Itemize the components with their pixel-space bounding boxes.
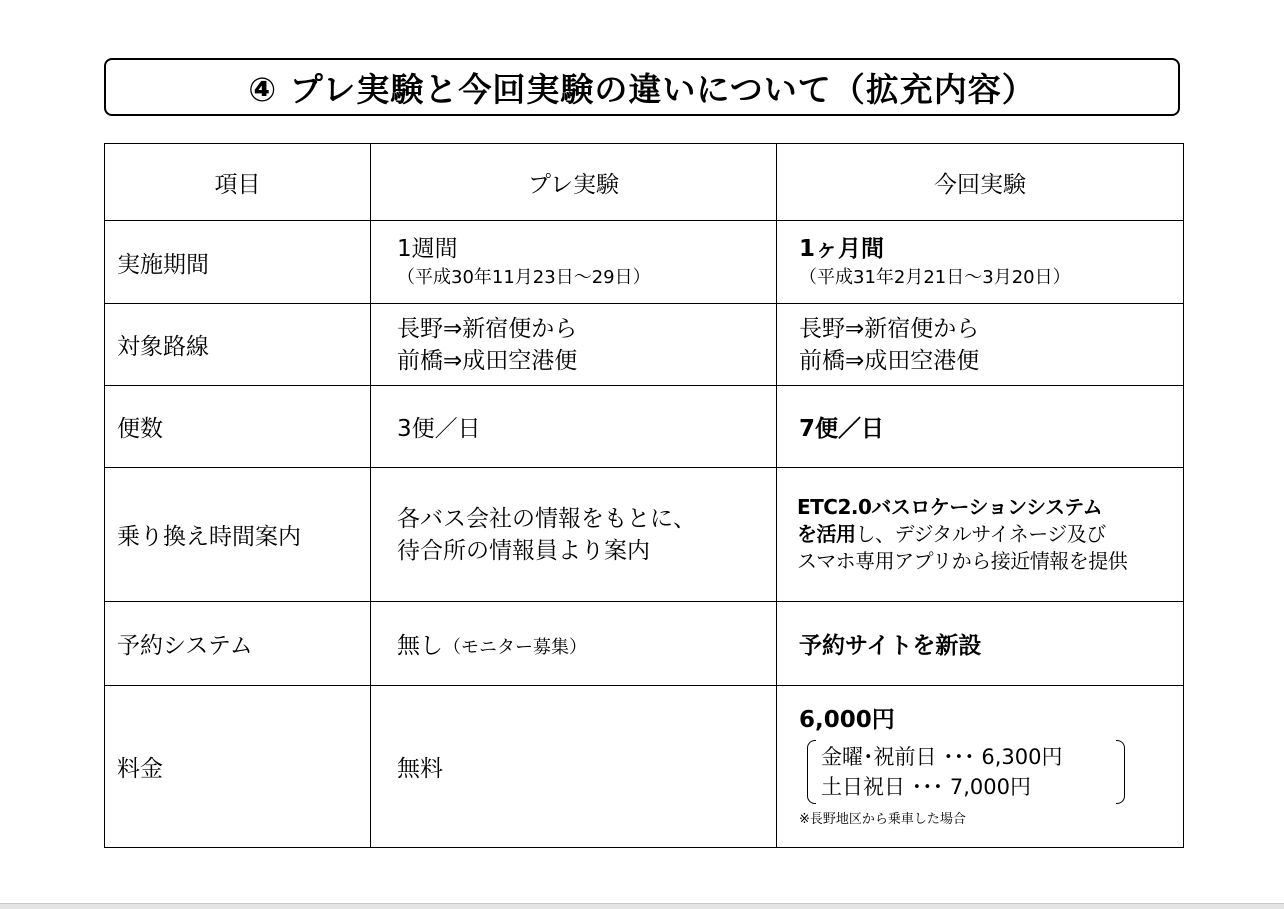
- route-current-line2: 前橋⇒成田空港便: [799, 347, 980, 374]
- comparison-table: [104, 143, 1184, 848]
- row-label-route: 対象路線: [105, 304, 371, 386]
- route-pre-line2: 前橋⇒成田空港便: [397, 347, 578, 374]
- period-current-sub: （平成31年2月21日～3月20日）: [799, 267, 1071, 288]
- row-label-trips: 便数: [105, 386, 371, 468]
- header-item: 項目: [105, 144, 371, 221]
- reservation-pre-main: 無し: [397, 633, 443, 659]
- page-title: ④ プレ実験と今回実験の違いについて（拡充内容）: [248, 69, 1036, 109]
- transfer-current-line2: [797, 521, 1183, 548]
- fare-current-cell: [777, 686, 1184, 848]
- header-pre-experiment: プレ実験: [371, 144, 777, 221]
- trips-pre: 3便／日: [371, 386, 777, 468]
- route-pre-line1: 長野⇒新宿便から: [397, 315, 578, 342]
- reservation-pre-sub: （モニター募集）: [443, 637, 587, 658]
- transfer-current-cell: [777, 468, 1184, 602]
- route-current-line1: 長野⇒新宿便から: [799, 315, 980, 342]
- transfer-current-line2-rest: し、デジタルサイネージ及び: [855, 522, 1106, 546]
- fare-current-main: 6,000円: [799, 706, 895, 733]
- fare-detail-bracket: [807, 740, 1125, 804]
- transfer-current-line2-bold: を活用: [797, 522, 856, 546]
- header-current-experiment: 今回実験: [777, 144, 1184, 221]
- table-row-trips: [105, 386, 1184, 468]
- row-label-reservation: 予約システム: [105, 602, 371, 686]
- page-title-box: [104, 58, 1180, 116]
- table-row-transfer: [105, 468, 1184, 602]
- transfer-current-line3: スマホ専用アプリから接近情報を提供: [797, 549, 1128, 573]
- bottom-scrollbar-edge: [0, 903, 1284, 909]
- fare-detail-friday: 金曜･祝前日 ･･･ 6,300円: [821, 744, 1063, 769]
- row-label-period: 実施期間: [105, 221, 371, 304]
- fare-detail-weekend: 土日祝日 ･･･ 7,000円: [821, 774, 1031, 799]
- table-row-route: [105, 304, 1184, 386]
- table-row-reservation: [105, 602, 1184, 686]
- route-pre-cell: [371, 304, 777, 386]
- row-label-transfer: 乗り換え時間案内: [105, 468, 371, 602]
- period-pre-cell: [371, 221, 777, 304]
- trips-current: 7便／日: [777, 386, 1184, 468]
- transfer-pre-line2: 待合所の情報員より案内: [397, 537, 650, 564]
- period-pre-sub: （平成30年11月23日～29日）: [397, 267, 651, 288]
- route-current-cell: [777, 304, 1184, 386]
- table-row-fare: [105, 686, 1184, 848]
- row-label-fare: 料金: [105, 686, 371, 848]
- period-current-main: 1ヶ月間: [799, 236, 885, 262]
- transfer-current-line1: ETC2.0バスロケーションシステム: [797, 495, 1103, 519]
- reservation-pre-cell: [371, 602, 777, 686]
- period-pre-main: 1週間: [397, 236, 458, 262]
- reservation-current: 予約サイトを新設: [777, 602, 1184, 686]
- transfer-pre-line1: 各バス会社の情報をもとに、: [397, 505, 696, 532]
- fare-note: ※長野地区から乗車した場合: [799, 811, 966, 827]
- period-current-cell: [777, 221, 1184, 304]
- table-row-period: [105, 221, 1184, 304]
- fare-pre: 無料: [371, 686, 777, 848]
- transfer-pre-cell: [371, 468, 777, 602]
- table-header-row: [105, 144, 1184, 221]
